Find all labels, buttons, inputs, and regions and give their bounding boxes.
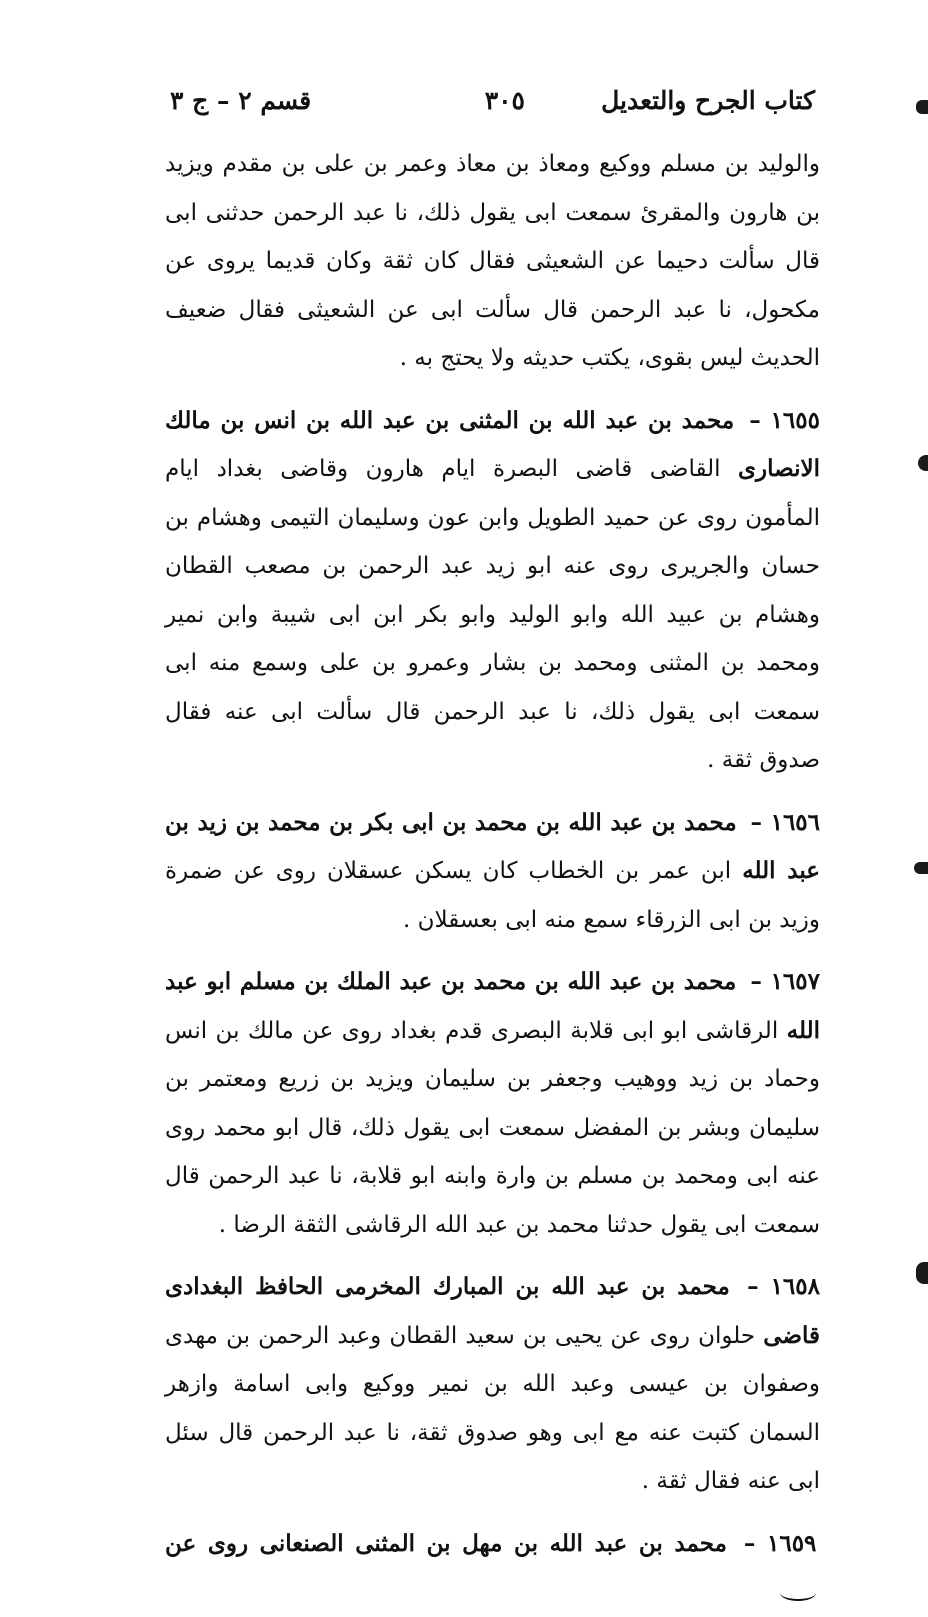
page-body: [165, 140, 820, 1617]
entry-text: الرقاشى ابو ابى قلابة البصرى قدم بغداد روى عن مالك بن انس وحماد بن زيد ووهيب وجعفر بن سليمان ويزيد بن زريع ومعتمر بن سليمان وبشر بن المفضل سمعت ابى يقول ذلك، قال ابو محمد روى عنه ابى ومحمد بن مسلم بن وارة وابنه ابو قلابة، نا عبد الرحمن قال سمعت ابى يقول حدثنا محمد بن عبد الله الرقاشى الثقة الرضا .: [165, 1017, 820, 1238]
entry-text: حلوان روى عن يحيى بن سعيد القطان وعبد الرحمن بن مهدى وصفوان بن عيسى وعبد الله بن نمير ووكيع وابى اسامة وازهر السمان كتبت عنه مع ابى وهو صدوق ثقة، نا عبد الرحمن قال سئل ابى عنه فقال ثقة .: [165, 1322, 820, 1494]
entry-1657: [165, 958, 820, 1249]
entry-number: ١٦٥٩ –: [743, 1529, 817, 1557]
catchword-tail-icon: [780, 1585, 816, 1601]
binding-hole-icon: [914, 862, 928, 874]
entry-1659: [165, 1520, 820, 1617]
binding-hole-icon: [916, 1262, 928, 1284]
entry-text: القاضى قاضى البصرة ايام هارون وقاضى بغداد ايام المأمون روى عن حميد الطويل وابن عون وسليمان التيمى وهشام بن حسان والجريرى روى عنه ابو زيد عبد الرحمن بن مصعب القطان وهشام بن عبيد الله وابو الوليد وابو بكر ابن ابى شيبة وابن نمير ومحمد بن المثنى ومحمد بن بشار وعمرو بن على وسمع منه ابى سمعت ابى يقول ذلك، نا عبد الرحمن قال سألت ابى عنه فقال صدوق ثقة .: [165, 456, 820, 773]
volume-reference: قسم ٢ – ج ٣: [170, 86, 312, 115]
entry-number: ١٦٥٧ –: [750, 968, 820, 995]
book-title: كتاب الجرح والتعديل: [601, 86, 815, 115]
entry-number: ١٦٥٥ –: [749, 406, 820, 434]
entry-1658: [165, 1263, 820, 1506]
page-number: ٣٠٥: [484, 86, 525, 115]
entry-name: محمد بن عبد الله بن مهل بن المثنى الصنعانى روى عن: [165, 1529, 727, 1557]
entry-1656: [165, 799, 820, 945]
binding-hole-icon: [918, 455, 928, 471]
entry-number: ١٦٥٨ –: [747, 1273, 820, 1300]
entry-1655: [165, 397, 820, 785]
entry-name: محمد بن عبد الله بن محمد بن عبد الملك بن مسلم ابو عبد الله: [165, 968, 821, 1044]
binding-hole-icon: [916, 100, 928, 114]
paragraph-text: والوليد بن مسلم ووكيع ومعاذ بن معاذ وعمر بن على بن مقدم ويزيد بن هارون والمقرئ سمعت ابى يقول ذلك، نا عبد الرحمن حدثنى ابى قال سألت دحيما عن الشعيثى فقال كان ثقة وكان قديما يروى عن مكحول، نا عبد الرحمن قال سألت ابى عن الشعيثى فقال ضعيف الحديث ليس بقوى، يكتب حديثه ولا يحتج به .: [165, 151, 820, 371]
running-header: [170, 86, 815, 126]
entry-name: محمد بن عبد الله بن محمد بن ابى بكر بن محمد بن زيد بن عبد الله: [165, 808, 820, 884]
entry-number: ١٦٥٦ –: [750, 808, 821, 836]
entry-name: محمد بن عبد الله بن المبارك المخرمى الحافظ البغدادى قاضى: [165, 1273, 820, 1349]
paragraph-continuation: [165, 140, 820, 383]
entry-name: محمد بن عبد الله بن المثنى بن عبد الله بن انس بن مالك الانصارى: [165, 406, 820, 482]
entry-text: ابن عمر بن الخطاب كان يسكن عسقلان روى عن ضمرة وزيد بن ابى الزرقاء سمع منه ابى بعسقلان .: [165, 858, 820, 933]
